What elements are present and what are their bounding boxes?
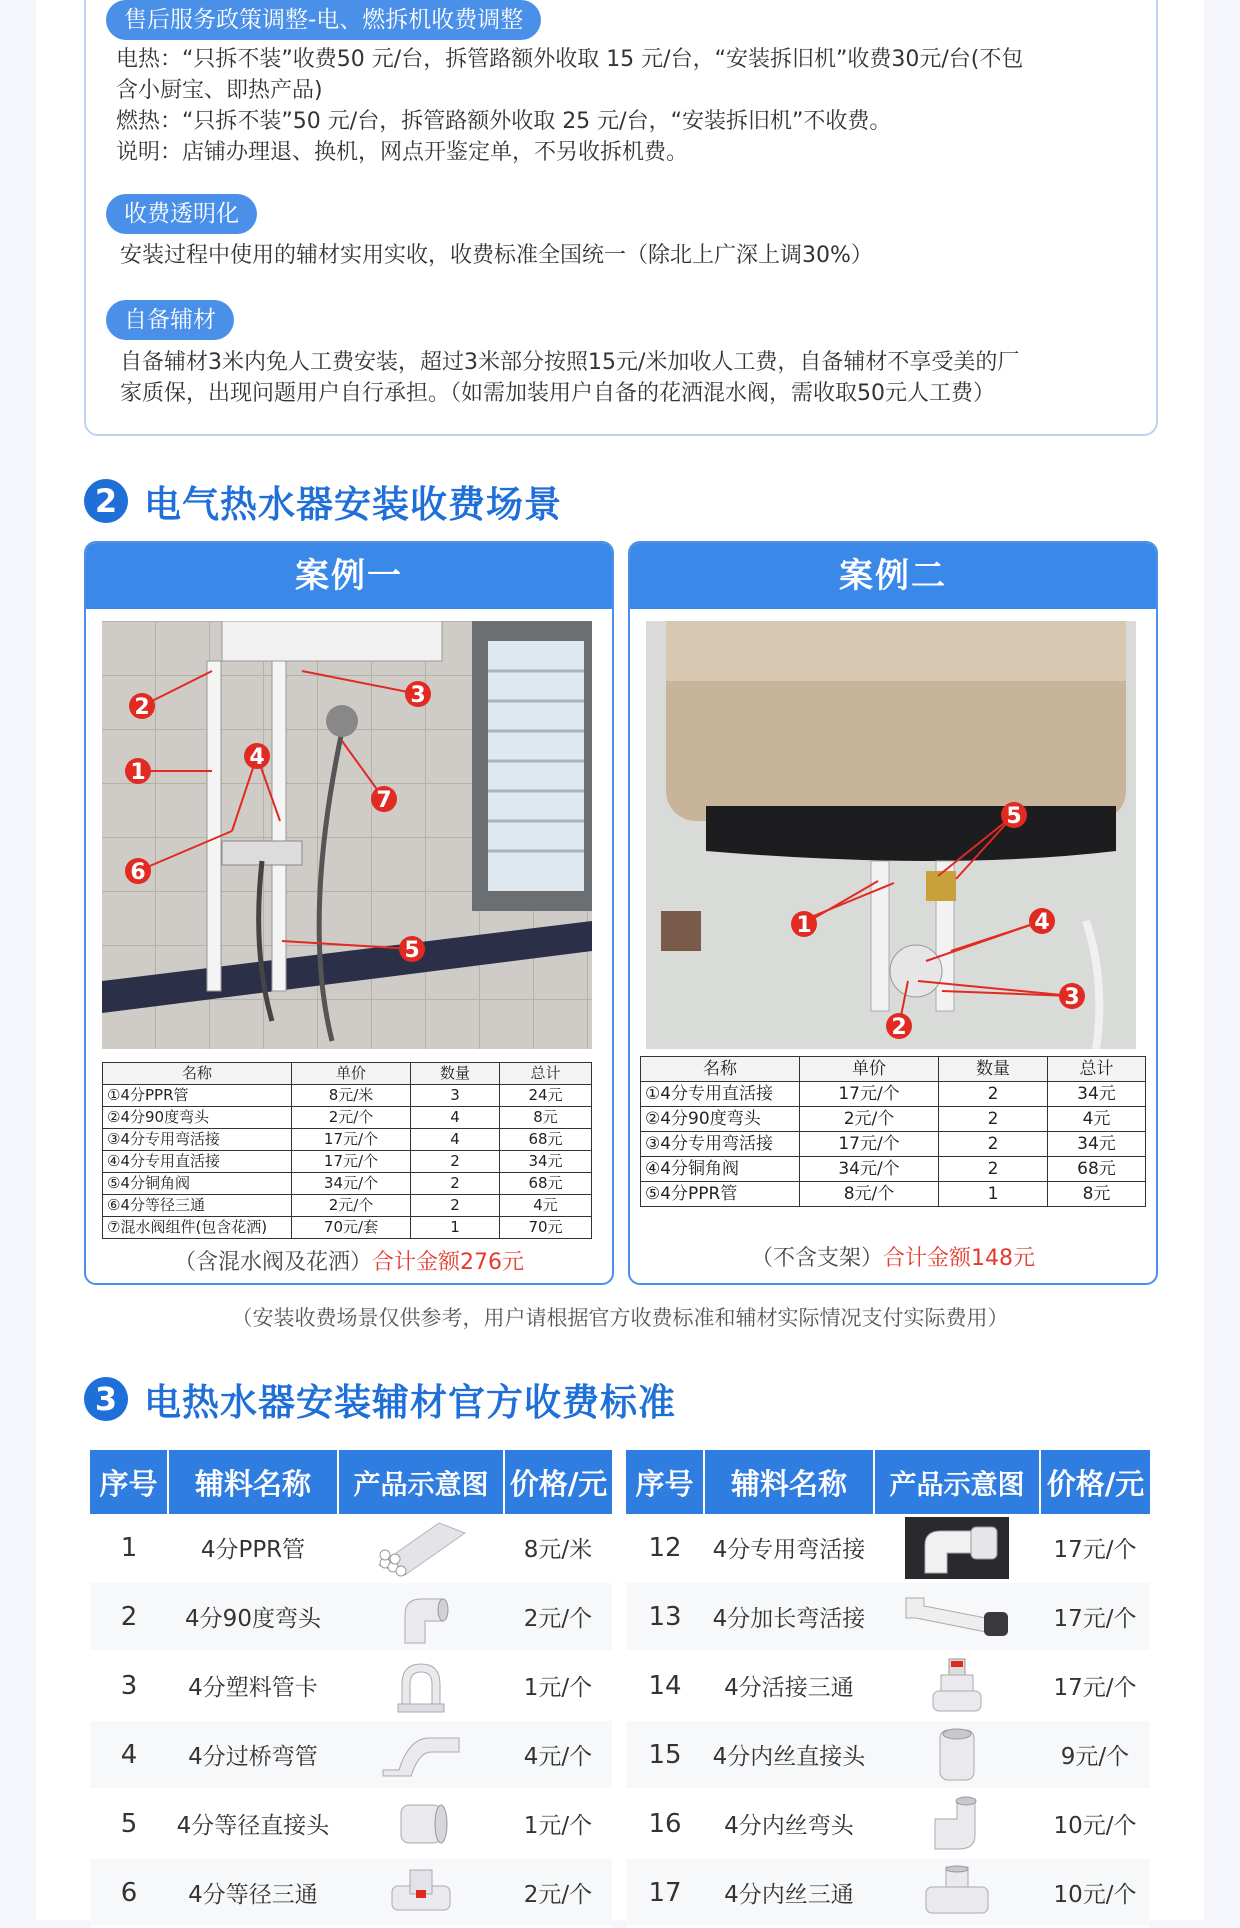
material-price: 1元/个 xyxy=(504,1651,612,1720)
item-price: 17元/个 xyxy=(800,1082,939,1107)
item-price: 34元/个 xyxy=(292,1173,411,1195)
case-2-header-name: 名称 xyxy=(641,1057,800,1082)
material-no: 2 xyxy=(90,1582,168,1651)
materials-right-header-image: 产品示意图 xyxy=(874,1450,1040,1514)
material-name: 4分内丝三通 xyxy=(704,1858,874,1927)
table-row xyxy=(626,1514,1150,1582)
material-image-cell xyxy=(338,1582,504,1651)
section-2-title: 电气热水器安装收费场景 xyxy=(144,483,562,526)
pipe-clip-icon xyxy=(392,1658,450,1714)
material-price: 10元/个 xyxy=(1040,1858,1150,1927)
item-name: ⑦混水阀组件(包含花洒) xyxy=(103,1217,292,1239)
case-1-card xyxy=(84,541,614,1285)
item-qty: 2 xyxy=(939,1082,1048,1107)
item-name: ①4分PPR管 xyxy=(103,1085,292,1107)
item-total: 4元 xyxy=(1048,1107,1146,1132)
item-name: ③4分专用弯活接 xyxy=(103,1129,292,1151)
materials-left-header-price: 价格/元 xyxy=(504,1450,612,1514)
policy-note-line: 说明：店铺办理退、换机，网点开鉴定单，不另收拆机费。 xyxy=(116,140,689,165)
item-price: 17元/个 xyxy=(292,1151,411,1173)
materials-right-header-name: 辅料名称 xyxy=(704,1450,874,1514)
material-image-cell xyxy=(874,1789,1040,1858)
material-name: 4分90度弯头 xyxy=(168,1582,338,1651)
materials-table-right xyxy=(626,1450,1150,1928)
item-total: 34元 xyxy=(1048,1082,1146,1107)
item-qty: 2 xyxy=(939,1157,1048,1182)
material-name: 4分塑料管卡 xyxy=(168,1651,338,1720)
material-image-cell xyxy=(338,1720,504,1789)
material-no: 1 xyxy=(90,1514,168,1582)
item-name: ⑤4分铜角阀 xyxy=(103,1173,292,1195)
table-row xyxy=(626,1858,1150,1927)
item-qty: 1 xyxy=(411,1217,500,1239)
case-1-header-total: 总计 xyxy=(500,1063,592,1085)
item-price: 8元/米 xyxy=(292,1085,411,1107)
item-name: ④4分专用直活接 xyxy=(103,1151,292,1173)
item-name: ②4分90度弯头 xyxy=(641,1107,800,1132)
materials-right-header-price: 价格/元 xyxy=(1040,1450,1150,1514)
material-image-cell xyxy=(338,1858,504,1927)
item-qty: 1 xyxy=(939,1182,1048,1207)
case-1-header-qty: 数量 xyxy=(411,1063,500,1085)
item-name: ①4分专用直活接 xyxy=(641,1082,800,1107)
item-qty: 4 xyxy=(411,1129,500,1151)
table-row xyxy=(103,1173,592,1195)
materials-right-header-no: 序号 xyxy=(626,1450,704,1514)
material-name: 4分内丝直接头 xyxy=(704,1720,874,1789)
item-total: 4元 xyxy=(500,1195,592,1217)
material-no: 17 xyxy=(626,1858,704,1927)
case-2-total xyxy=(630,1241,1156,1272)
policy-electric-line-2: 含小厨宝、即热产品) xyxy=(116,78,323,103)
case-1-photo xyxy=(102,621,592,1049)
case-2-total-amount: 合计金额148元 xyxy=(883,1246,1035,1271)
case-1-title: 案例一 xyxy=(86,543,612,609)
item-name: ③4分专用弯活接 xyxy=(641,1132,800,1157)
material-price: 4元/个 xyxy=(504,1720,612,1789)
material-name: 4分内丝弯头 xyxy=(704,1789,874,1858)
material-no: 6 xyxy=(90,1858,168,1927)
case-1-header-name: 名称 xyxy=(103,1063,292,1085)
case-2-photo xyxy=(646,621,1136,1049)
table-row xyxy=(626,1789,1150,1858)
item-price: 2元/个 xyxy=(292,1195,411,1217)
case-2-card xyxy=(628,541,1158,1285)
item-qty: 2 xyxy=(939,1132,1048,1157)
item-price: 2元/个 xyxy=(800,1107,939,1132)
item-qty: 2 xyxy=(411,1173,500,1195)
material-price: 10元/个 xyxy=(1040,1789,1150,1858)
disclaimer: （安装收费场景仅供参考，用户请根据官方收费标准和辅材实际情况支付实际费用） xyxy=(231,1306,1009,1330)
case-2-marker-2: 2 xyxy=(891,1015,907,1040)
case-2-header-total: 总计 xyxy=(1048,1057,1146,1082)
material-image-cell xyxy=(874,1720,1040,1789)
case-2-marker-4: 4 xyxy=(1034,910,1050,935)
policy-electric-line-1: 电热：“只拆不装”收费50 元/台，拆管路额外收取 15 元/台，“安装拆旧机”收费30元/台(不包 xyxy=(116,47,1024,72)
material-no: 5 xyxy=(90,1789,168,1858)
materials-table-left xyxy=(90,1450,612,1928)
item-name: ④4分铜角阀 xyxy=(641,1157,800,1182)
material-no: 15 xyxy=(626,1720,704,1789)
case-1-marker-4: 4 xyxy=(249,745,265,770)
material-image-cell xyxy=(874,1651,1040,1720)
case-1-table xyxy=(102,1062,592,1239)
table-row xyxy=(641,1182,1146,1207)
threaded-elbow-icon xyxy=(929,1795,985,1853)
item-total: 8元 xyxy=(1048,1182,1146,1207)
threaded-tee-icon xyxy=(922,1865,992,1921)
item-total: 68元 xyxy=(500,1129,592,1151)
case-1-marker-1: 1 xyxy=(130,760,146,785)
case-2-header-qty: 数量 xyxy=(939,1057,1048,1082)
item-qty: 3 xyxy=(411,1085,500,1107)
case-1-marker-5: 5 xyxy=(404,938,420,963)
table-row xyxy=(641,1082,1146,1107)
material-image-cell xyxy=(338,1789,504,1858)
table-row xyxy=(641,1107,1146,1132)
page xyxy=(36,0,1204,1920)
material-price: 1元/个 xyxy=(504,1789,612,1858)
section-3-heading xyxy=(84,1372,676,1426)
item-name: ⑥4分等径三通 xyxy=(103,1195,292,1217)
policy-label-transparent: 收费透明化 xyxy=(106,194,257,234)
item-total: 68元 xyxy=(500,1173,592,1195)
table-row xyxy=(103,1129,592,1151)
item-qty: 2 xyxy=(939,1107,1048,1132)
table-row xyxy=(103,1217,592,1239)
union-tee-icon xyxy=(927,1657,987,1715)
material-price: 2元/个 xyxy=(504,1858,612,1927)
item-total: 34元 xyxy=(500,1151,592,1173)
table-row xyxy=(90,1789,612,1858)
material-no: 16 xyxy=(626,1789,704,1858)
item-name: ②4分90度弯头 xyxy=(103,1107,292,1129)
material-price: 17元/个 xyxy=(1040,1582,1150,1651)
table-row xyxy=(641,1157,1146,1182)
item-price: 17元/个 xyxy=(800,1132,939,1157)
policy-box xyxy=(84,0,1158,436)
material-name: 4分专用弯活接 xyxy=(704,1514,874,1582)
item-qty: 4 xyxy=(411,1107,500,1129)
material-price: 8元/米 xyxy=(504,1514,612,1582)
table-row xyxy=(626,1720,1150,1789)
case-1-total xyxy=(86,1245,612,1276)
material-no: 4 xyxy=(90,1720,168,1789)
case-2-marker-5: 5 xyxy=(1006,804,1022,829)
case-1-total-amount: 合计金额276元 xyxy=(372,1250,524,1275)
elbow-icon xyxy=(391,1589,451,1645)
section-2-number: 2 xyxy=(84,479,128,523)
case-2-title: 案例二 xyxy=(630,543,1156,609)
material-name: 4分等径三通 xyxy=(168,1858,338,1927)
table-row xyxy=(641,1132,1146,1157)
material-name: 4分PPR管 xyxy=(168,1514,338,1582)
material-image-cell xyxy=(338,1514,504,1582)
material-name: 4分活接三通 xyxy=(704,1651,874,1720)
case-1-marker-3: 3 xyxy=(410,683,426,708)
table-row xyxy=(626,1582,1150,1651)
material-name: 4分过桥弯管 xyxy=(168,1720,338,1789)
policy-self-text-1: 自备辅材3米内免人工费安装，超过3米部分按照15元/米加收人工费，自备辅材不享受美的厂 xyxy=(120,350,1020,375)
table-row xyxy=(90,1720,612,1789)
item-price: 8元/个 xyxy=(800,1182,939,1207)
table-row xyxy=(103,1151,592,1173)
item-total: 24元 xyxy=(500,1085,592,1107)
material-price: 17元/个 xyxy=(1040,1514,1150,1582)
material-price: 17元/个 xyxy=(1040,1651,1150,1720)
item-total: 34元 xyxy=(1048,1132,1146,1157)
case-2-total-prefix: （不含支架） xyxy=(750,1246,883,1271)
table-row xyxy=(626,1651,1150,1720)
material-no: 3 xyxy=(90,1651,168,1720)
long-union-elbow-icon xyxy=(902,1592,1012,1642)
policy-gas-line: 燃热：“只拆不装”50 元/台，拆管路额外收取 25 元/台，“安装拆旧机”不收费。 xyxy=(116,109,892,134)
table-row xyxy=(90,1582,612,1651)
item-total: 70元 xyxy=(500,1217,592,1239)
policy-label-aftersales: 售后服务政策调整-电、燃拆机收费调整 xyxy=(106,0,541,40)
policy-self-text-2: 家质保，出现问题用户自行承担。（如需加装用户自备的花洒混水阀，需收取50元人工费） xyxy=(120,381,995,406)
material-image-cell xyxy=(874,1858,1040,1927)
case-2-marker-1: 1 xyxy=(796,913,812,938)
bridge-bend-icon xyxy=(379,1730,463,1780)
material-image-cell xyxy=(874,1514,1040,1582)
policy-transparent-text: 安装过程中使用的辅材实用实收，收费标准全国统一（除北上广深上调30%） xyxy=(120,243,873,268)
material-no: 13 xyxy=(626,1582,704,1651)
table-row xyxy=(90,1514,612,1582)
material-image-cell xyxy=(874,1582,1040,1651)
materials-left-header-name: 辅料名称 xyxy=(168,1450,338,1514)
item-name: ⑤4分PPR管 xyxy=(641,1182,800,1207)
union-elbow-icon xyxy=(905,1517,1009,1579)
section-3-number: 3 xyxy=(84,1377,128,1421)
table-row xyxy=(103,1195,592,1217)
case-2-marker-3: 3 xyxy=(1064,985,1080,1010)
material-price: 9元/个 xyxy=(1040,1720,1150,1789)
item-price: 34元/个 xyxy=(800,1157,939,1182)
section-3-title: 电热水器安装辅材官方收费标准 xyxy=(144,1381,676,1424)
materials-left-header-no: 序号 xyxy=(90,1450,168,1514)
item-total: 8元 xyxy=(500,1107,592,1129)
ppr-pipe-icon xyxy=(373,1519,469,1577)
materials-left-header-image: 产品示意图 xyxy=(338,1450,504,1514)
table-row xyxy=(103,1085,592,1107)
tee-icon xyxy=(386,1866,456,1920)
policy-label-self-supplied: 自备辅材 xyxy=(106,300,234,340)
threaded-coupling-icon xyxy=(932,1726,982,1784)
case-1-total-prefix: （含混水阀及花洒） xyxy=(173,1250,372,1275)
case-1-marker-7: 7 xyxy=(376,788,392,813)
straight-coupling-icon xyxy=(391,1799,451,1849)
material-image-cell xyxy=(338,1651,504,1720)
case-2-table xyxy=(640,1056,1146,1207)
item-qty: 2 xyxy=(411,1151,500,1173)
table-row xyxy=(90,1858,612,1927)
item-price: 70元/套 xyxy=(292,1217,411,1239)
material-no: 12 xyxy=(626,1514,704,1582)
item-qty: 2 xyxy=(411,1195,500,1217)
case-1-marker-6: 6 xyxy=(130,860,146,885)
material-name: 4分加长弯活接 xyxy=(704,1582,874,1651)
table-row xyxy=(90,1651,612,1720)
material-price: 2元/个 xyxy=(504,1582,612,1651)
item-total: 68元 xyxy=(1048,1157,1146,1182)
case-2-header-unit-price: 单价 xyxy=(800,1057,939,1082)
case-1-marker-2: 2 xyxy=(134,695,150,720)
material-name: 4分等径直接头 xyxy=(168,1789,338,1858)
item-price: 17元/个 xyxy=(292,1129,411,1151)
case-1-header-unit-price: 单价 xyxy=(292,1063,411,1085)
material-no: 14 xyxy=(626,1651,704,1720)
section-2-heading xyxy=(84,474,562,528)
table-row xyxy=(103,1107,592,1129)
item-price: 2元/个 xyxy=(292,1107,411,1129)
